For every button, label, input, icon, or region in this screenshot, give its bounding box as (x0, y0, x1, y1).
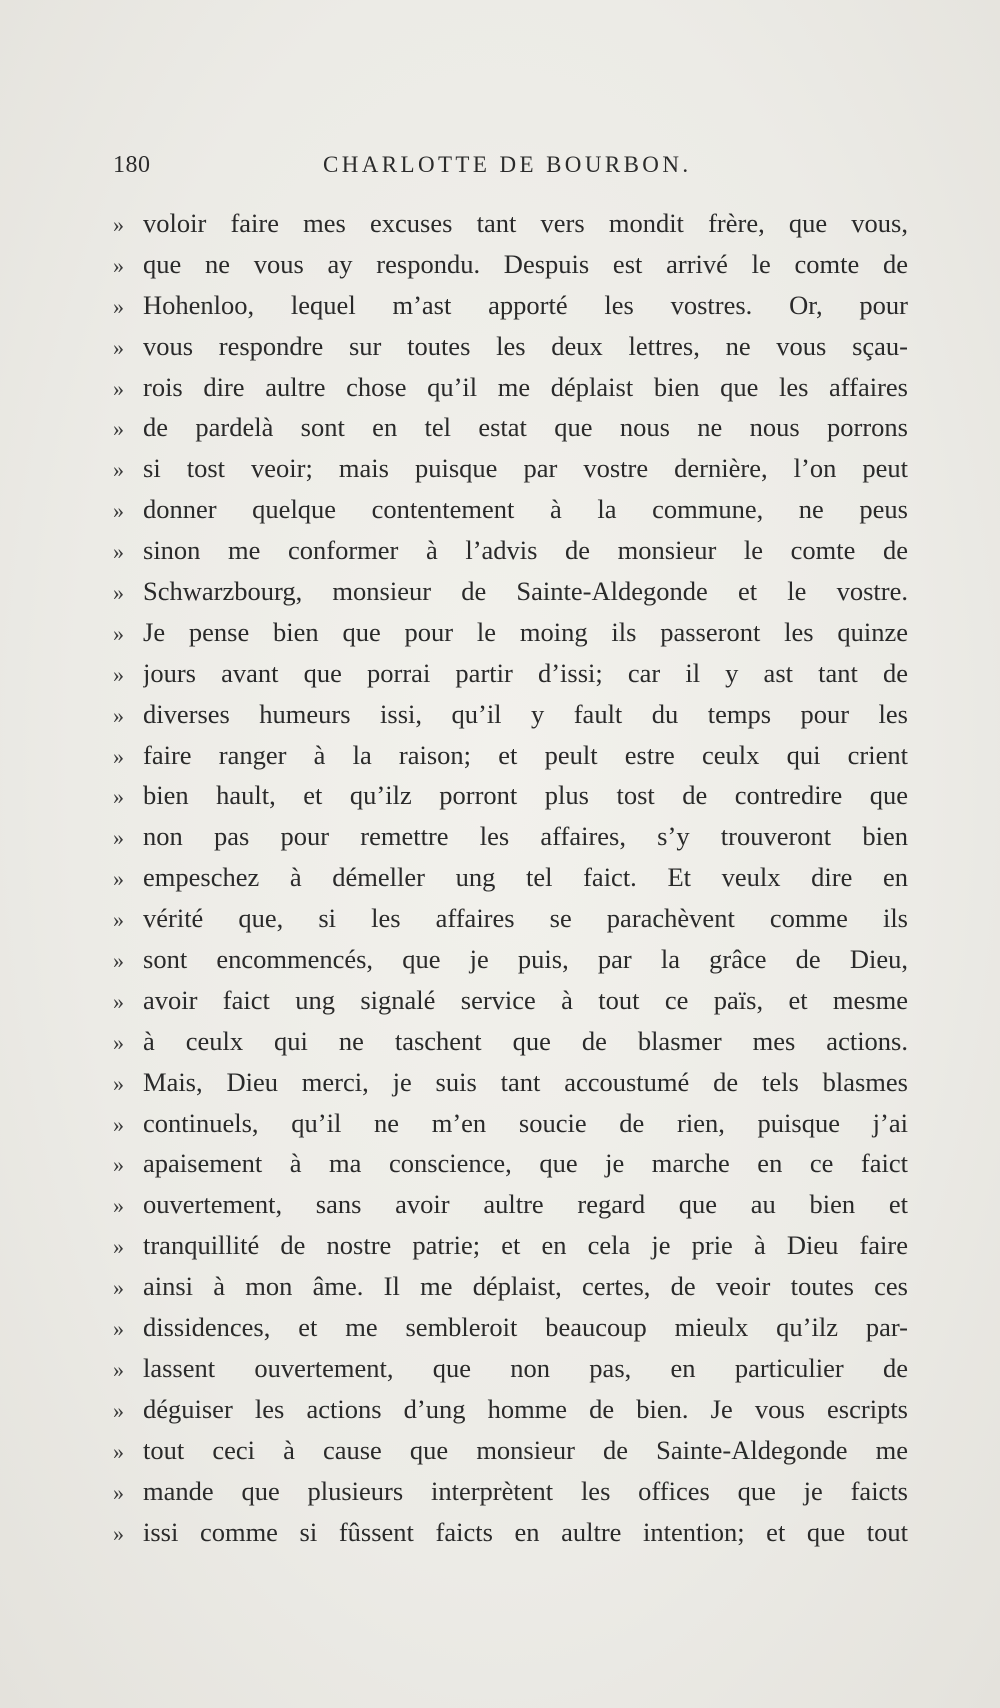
text-line (113, 980, 908, 1021)
line-text: mande que plusieurs interprètent les offices que je faicts (143, 1475, 908, 1506)
line-text: de pardelà sont en tel estat que nous ne nous porrons (143, 412, 908, 443)
line-text: rois dire aultre chose qu’il me déplaist bien que les affaires (143, 371, 908, 402)
text-line (113, 1471, 908, 1512)
text-line (113, 653, 908, 694)
quote-mark: » (113, 784, 124, 810)
text-line (113, 939, 908, 980)
line-text: vérité que, si les affaires se parachèvent comme ils (143, 903, 908, 934)
text-line (113, 407, 908, 448)
line-text: donner quelque contentement à la commune, ne peus (143, 494, 908, 525)
line-text: sinon me conformer à l’advis de monsieur le comte de (143, 535, 908, 566)
text-line (113, 1348, 908, 1389)
quote-mark: » (113, 498, 124, 524)
quote-mark: » (113, 661, 124, 687)
text-line (113, 1266, 908, 1307)
line-text: apaisement à ma conscience, que je marche en ce faict (143, 1148, 908, 1179)
text-line (113, 1307, 908, 1348)
body-text (113, 203, 908, 1552)
quote-mark: » (113, 948, 124, 974)
text-line (113, 857, 908, 898)
quote-mark: » (113, 212, 124, 237)
text-line (113, 1021, 908, 1062)
text-line (113, 530, 908, 571)
line-text: ainsi à mon âme. Il me déplaist, certes, de veoir toutes ces (143, 1271, 908, 1302)
quote-mark: » (113, 1234, 124, 1260)
line-text: diverses humeurs issi, qu’il y fault du temps pour les (143, 698, 908, 729)
quote-mark: » (113, 293, 124, 319)
text-line (113, 489, 908, 530)
running-head: CHARLOTTE DE BOURBON. (323, 152, 692, 177)
line-text: jours avant que porrai partir d’issi; car il y ast tant de (143, 657, 908, 688)
line-text: ouvertement, sans avoir aultre regard que au bien et (143, 1189, 908, 1220)
quote-mark: » (113, 866, 124, 892)
quote-mark: » (113, 702, 124, 728)
quote-mark: » (113, 1479, 124, 1505)
quote-mark: » (113, 1029, 124, 1055)
text-line (113, 203, 908, 244)
text-line (113, 612, 908, 653)
text-line (113, 1512, 908, 1553)
quote-mark: » (113, 825, 124, 851)
text-line (113, 1430, 908, 1471)
page-number: 180 (113, 152, 151, 178)
quote-mark: » (113, 1070, 124, 1096)
text-line (113, 1143, 908, 1184)
line-text: empeschez à démeller ung tel faict. Et veulx dire en (143, 862, 908, 893)
quote-mark: » (113, 539, 124, 565)
quote-mark: » (113, 1356, 124, 1382)
text-line (113, 1389, 908, 1430)
quote-mark: » (113, 1111, 124, 1137)
text-line (113, 816, 908, 857)
text-line (113, 1062, 908, 1103)
text-line (113, 775, 908, 816)
line-text: issi comme si fûssent faicts en aultre intention; et que tout (143, 1516, 908, 1547)
quote-mark: » (113, 1438, 124, 1464)
line-text: bien hault, et qu’ilz porront plus tost de contredire que (143, 780, 908, 811)
line-text: sont encommencés, que je puis, par la grâce de Dieu, (143, 944, 908, 975)
line-text: vous respondre sur toutes les deux lettres, ne vous sçau- (143, 330, 908, 361)
quote-mark: » (113, 988, 124, 1014)
quote-mark: » (113, 907, 124, 933)
quote-mark: » (113, 580, 124, 606)
quote-mark: » (113, 1316, 124, 1342)
text-line (113, 285, 908, 326)
line-text: dissidences, et me sembleroit beaucoup mieulx qu’ilz par- (143, 1312, 908, 1343)
text-line (113, 1184, 908, 1225)
text-line (113, 694, 908, 735)
text-line (113, 571, 908, 612)
line-text: Hohenloo, lequel m’ast apporté les vostres. Or, pour (143, 289, 908, 320)
line-text: déguiser les actions d’ung homme de bien. Je vous escripts (143, 1393, 908, 1424)
line-text: Schwarzbourg, monsieur de Sainte-Aldegonde et le vostre. (143, 576, 908, 607)
line-text: lassent ouvertement, que non pas, en particulier de (143, 1352, 908, 1383)
quote-mark: » (113, 1275, 124, 1301)
quote-mark: » (113, 1152, 124, 1178)
text-line (113, 244, 908, 285)
quote-mark: » (113, 743, 124, 769)
quote-mark: » (113, 457, 124, 483)
text-line (113, 326, 908, 367)
line-text: Mais, Dieu merci, je suis tant accoustumé de tels blasmes (143, 1066, 908, 1097)
line-text: tout ceci à cause que monsieur de Sainte-Aldegonde me (143, 1434, 908, 1465)
text-line (113, 898, 908, 939)
text-line (113, 735, 908, 776)
line-text: faire ranger à la raison; et peult estre ceulx qui crient (143, 739, 908, 770)
line-text: à ceulx qui ne taschent que de blasmer mes actions. (143, 1025, 908, 1056)
text-line (113, 367, 908, 408)
quote-mark: » (113, 1520, 124, 1546)
quote-mark: » (113, 334, 124, 360)
line-text: continuels, qu’il ne m’en soucie de rien, puisque j’ai (143, 1107, 908, 1138)
quote-mark: » (113, 1193, 124, 1219)
text-line (113, 1225, 908, 1266)
line-text: voloir faire mes excuses tant vers mondit frère, que vous, (143, 208, 908, 238)
line-text: si tost veoir; mais puisque par vostre dernière, l’on peut (143, 453, 908, 484)
quote-mark: » (113, 620, 124, 646)
text-line (113, 448, 908, 489)
quote-mark: » (113, 375, 124, 401)
line-text: tranquillité de nostre patrie; et en cela je prie à Dieu faire (143, 1230, 908, 1261)
quote-mark: » (113, 1397, 124, 1423)
line-text: que ne vous ay respondu. Despuis est arrivé le comte de (143, 248, 908, 279)
text-line (113, 1103, 908, 1144)
page-header (113, 152, 908, 192)
quote-mark: » (113, 252, 124, 278)
line-text: non pas pour remettre les affaires, s’y trouveront bien (143, 821, 908, 852)
line-text: avoir faict ung signalé service à tout ce païs, et mesme (143, 984, 908, 1015)
line-text: Je pense bien que pour le moing ils passeront les quinze (143, 616, 908, 647)
quote-mark: » (113, 416, 124, 442)
